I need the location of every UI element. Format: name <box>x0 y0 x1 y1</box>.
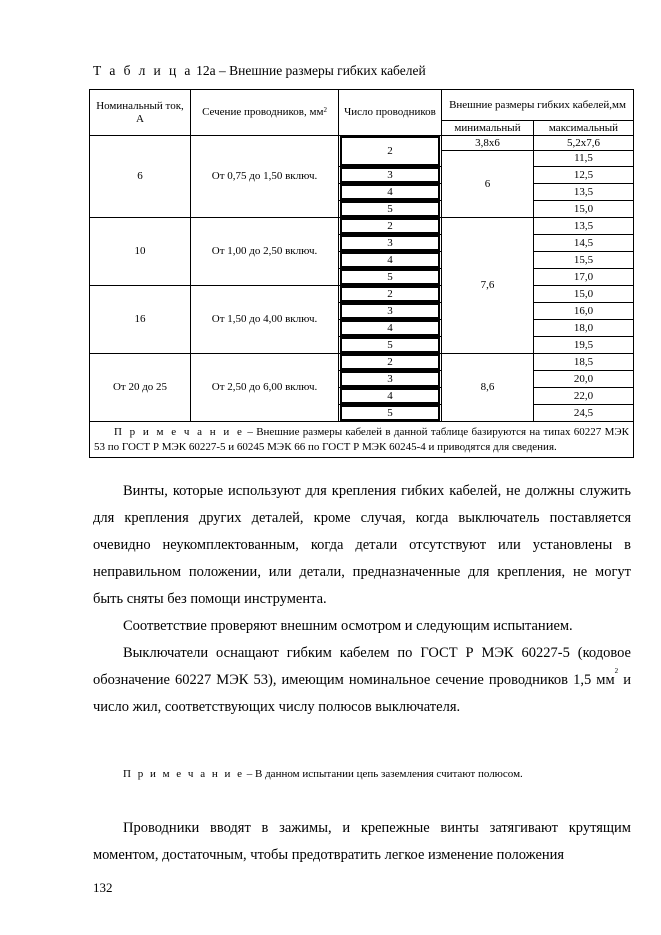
header-min: минимальный <box>442 121 534 136</box>
group-current: 10 <box>90 218 191 286</box>
cable-dimensions-table <box>89 89 634 458</box>
test-note <box>123 768 523 780</box>
header-dims: Внешние размеры гибких кабелей,мм <box>442 90 634 121</box>
header-section: Сечение проводников, $мм^2$ <box>191 90 339 136</box>
table-note-label: П р и м е ч а н и е <box>114 426 245 438</box>
max-cell: 16,0 <box>534 303 634 320</box>
header-count: Число проводников <box>339 90 442 136</box>
count-cell: 3 <box>339 235 442 252</box>
count-cell: 2 <box>339 286 442 303</box>
min-cell: 6 <box>442 151 534 218</box>
group-current: 6 <box>90 136 191 218</box>
count-cell: 4 <box>339 252 442 269</box>
caption-title: – Внешние размеры гибких кабелей <box>219 63 426 78</box>
header-current: Номинальный ток, А <box>90 90 191 136</box>
max-cell: 22,0 <box>534 388 634 405</box>
max-cell: 24,5 <box>534 405 634 422</box>
count-cell: 5 <box>339 201 442 218</box>
table-note-text: – Внешние размеры кабелей в данной таблице базируются на типах 60227 МЭК 53 по ГОСТ Р МЭК 60227-5 и 60245 МЭК 66 по ГОСТ Р МЭК 60245-4 и приводятся для сведения. <box>94 426 629 453</box>
group-section: От 0,75 до 1,50 включ. <box>191 136 339 218</box>
max-cell: 18,5 <box>534 354 634 371</box>
max-cell: 11,5 <box>534 151 634 167</box>
test-note-label: П р и м е ч а н и е <box>123 768 244 780</box>
group-current: 16 <box>90 286 191 354</box>
test-note-text: – В данном испытании цепь заземления считают полюсом. <box>244 768 523 780</box>
paragraph-compliance: Соответствие проверяют внешним осмотром и следующим испытанием. <box>123 618 573 634</box>
max-cell: 13,5 <box>534 184 634 201</box>
group-section: От 1,50 до 4,00 включ. <box>191 286 339 354</box>
count-cell: 3 <box>339 167 442 184</box>
group-section: От 1,00 до 2,50 включ. <box>191 218 339 286</box>
count-cell: 2 <box>339 218 442 235</box>
group-section: От 2,50 до 6,00 включ. <box>191 354 339 422</box>
count-cell: 3 <box>339 303 442 320</box>
count-cell: 4 <box>339 388 442 405</box>
max-cell: 18,0 <box>534 320 634 337</box>
max-cell: 14,5 <box>534 235 634 252</box>
count-cell: 5 <box>339 269 442 286</box>
page-number: 132 <box>93 880 113 895</box>
min-cell: 7,6 <box>442 218 534 354</box>
group-current: От 20 до 25 <box>90 354 191 422</box>
count-cell: 5 <box>339 405 442 422</box>
count-cell: 2 <box>339 136 442 167</box>
count-cell: 2 <box>339 354 442 371</box>
min-cell: 8,6 <box>442 354 534 422</box>
count-cell: 5 <box>339 337 442 354</box>
paragraph-conductors: Проводники вводят в зажимы, и крепежные винты затягивают крутящим моментом, достаточным, чтобы предотвратить легкое изменение положения <box>93 820 631 863</box>
count-cell: 4 <box>339 320 442 337</box>
max-cell: 13,5 <box>534 218 634 235</box>
caption-prefix: Т а б л и ц а <box>93 63 193 78</box>
min-cell: 3,8х6 <box>442 136 534 151</box>
max-cell: 15,0 <box>534 286 634 303</box>
max-cell: 17,0 <box>534 269 634 286</box>
header-max: максимальный <box>534 121 634 136</box>
max-cell: 15,5 <box>534 252 634 269</box>
max-cell: 19,5 <box>534 337 634 354</box>
max-cell: 5,2х7,6 <box>534 136 634 151</box>
table-note <box>90 422 634 458</box>
max-cell: 15,0 <box>534 201 634 218</box>
count-cell: 4 <box>339 184 442 201</box>
paragraph-screws: Винты, которые используют для крепления гибких кабелей, не должны служить для крепления других деталей, кроме случая, когда выключатель поставляется очевидно неукомплектованным, когда детали отсутствуют или установлены в неправильном положении, или детали, предназначенные для крепления, не могут быть сняты без помощи инструмента. <box>93 483 631 607</box>
paragraph-test-cable: Выключатели оснащают гибким кабелем по ГОСТ Р МЭК 60227-5 (кодовое обозначение 60227 МЭК 53), имеющим номинальное сечение проводников 1,5 $мм^2$ и число жил, соответствующих числу полюсов выключателя. <box>93 645 631 715</box>
max-cell: 12,5 <box>534 167 634 184</box>
count-cell: 3 <box>339 371 442 388</box>
caption-number: 12а <box>196 63 216 78</box>
max-cell: 20,0 <box>534 371 634 388</box>
table-caption <box>93 63 426 79</box>
